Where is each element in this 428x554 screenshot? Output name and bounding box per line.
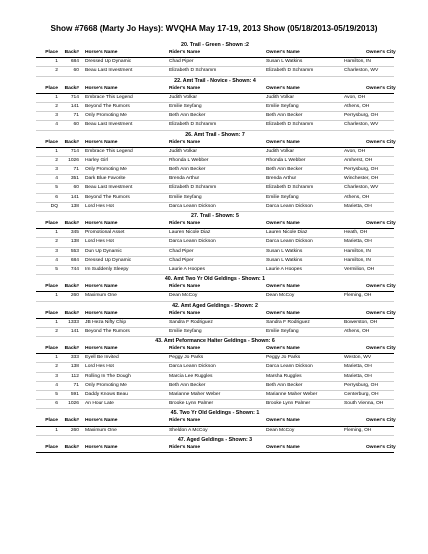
cell-owner: Susan L Watkins: [266, 248, 303, 254]
column-header-owner: Owner's Name: [266, 85, 300, 91]
cell-city: Avon, OH: [344, 94, 366, 100]
result-row: [36, 238, 394, 247]
column-header-back: Back#: [64, 284, 79, 290]
cell-owner: Emilie Seyfang: [266, 194, 299, 200]
result-row: [36, 391, 394, 400]
column-header-back: Back#: [64, 50, 79, 55]
result-row: [36, 94, 394, 103]
cell-rider: Elizabeth D Schramm: [169, 68, 217, 74]
cell-rider: Brooke Lynn Palmer: [169, 401, 214, 407]
cell-city: Marietta, OH: [344, 203, 372, 209]
cell-owner: Elizabeth D Schramm: [266, 68, 314, 74]
cell-rider: Rhonda L Webber: [169, 157, 209, 163]
cell-horse: Eyell Be Invited: [85, 355, 119, 361]
class-section: [36, 409, 394, 435]
cell-owner: Lauren Nicole Diaz: [266, 230, 308, 236]
cell-horse: Embrace This Legend: [85, 148, 133, 154]
column-header-place: Place: [45, 346, 58, 352]
cell-horse: Beyond The Rumors: [85, 194, 130, 200]
cell-back: 714: [70, 148, 79, 154]
cell-city: Bowerston, OH: [344, 319, 378, 325]
cell-back: 138: [70, 203, 79, 209]
cell-place: 3: [55, 167, 58, 173]
cell-horse: Only Promoting Me: [85, 113, 127, 119]
cell-rider: Elizabeth D Schramm: [169, 122, 217, 128]
cell-owner: Darca Leann Dickson: [266, 364, 313, 370]
class-section: [36, 275, 394, 301]
cell-owner: Darca Leann Dickson: [266, 203, 313, 209]
cell-horse: Beau Last Investment: [85, 122, 133, 128]
result-row: [36, 319, 394, 328]
cell-place: 2: [55, 68, 58, 74]
cell-rider: Judith Volkar: [169, 148, 198, 154]
result-row: [36, 67, 394, 76]
class-section: [36, 131, 394, 213]
cell-owner: Brooke Lynn Palmer: [266, 401, 311, 407]
cell-back: 744: [70, 266, 79, 272]
column-header-back: Back#: [64, 139, 79, 145]
cell-horse: Only Promoting Me: [85, 167, 127, 173]
class-title: 47. Aged Geldings - Shown: 3: [177, 436, 253, 443]
cell-owner: Emilie Seyfang: [266, 328, 299, 334]
class-section: [36, 436, 394, 453]
result-row: [36, 194, 394, 203]
cell-back: 141: [70, 194, 79, 200]
cell-place: 5: [55, 266, 58, 272]
class-section: [36, 77, 394, 131]
cell-horse: Harley Girl: [85, 157, 109, 163]
result-row: [36, 58, 394, 67]
cell-city: Hamilton, IN: [344, 248, 371, 254]
column-header-place: Place: [45, 139, 58, 145]
cell-city: Amherst, OH: [344, 157, 373, 163]
column-header-rider: Rider's Name: [169, 346, 201, 352]
cell-rider: Beth Ann Becker: [169, 382, 206, 388]
cell-horse: Im Suddenly Sleepy: [85, 266, 129, 272]
column-header-back: Back#: [64, 418, 79, 424]
cell-horse: JB Heza Nifty Chip: [85, 319, 127, 325]
cell-owner: Susan L Watkins: [266, 257, 303, 263]
result-row: [36, 292, 394, 301]
result-row: [36, 382, 394, 391]
cell-rider: Laurie A Hoopes: [169, 266, 205, 272]
cell-owner: Brenda Arthur: [266, 176, 297, 182]
cell-rider: Beth Ann Becker: [169, 167, 206, 173]
column-header-rider: Rider's Name: [169, 284, 201, 290]
cell-back: 333: [70, 355, 79, 361]
column-header-place: Place: [45, 444, 58, 450]
cell-back: 71: [73, 113, 79, 119]
cell-city: Athens, OH: [344, 103, 370, 109]
result-row: [36, 257, 394, 266]
class-title: 45. Two Yr Old Geldings - Shown: 1: [170, 410, 260, 417]
cell-rider: Lauren Nicole Diaz: [169, 230, 211, 236]
result-row: [36, 157, 394, 166]
column-header-back: Back#: [64, 221, 79, 226]
cell-owner: Marianne Maher Weber: [266, 392, 318, 397]
cell-rider: Chad Piper: [169, 257, 194, 263]
class-section: [36, 212, 394, 275]
class-title: 43. Amt Peformance Halter Geldings - Shown: 6: [155, 338, 275, 345]
cell-horse: Lord Hes Hot: [85, 364, 114, 370]
cell-horse: Maximum One: [85, 427, 117, 433]
cell-place: 5: [55, 185, 58, 191]
cell-city: Winchester, OH: [344, 176, 379, 182]
page-title: Show #7668 (Marty Jo Hays): WVQHA May 17-19, 2013 Show (05/18/2013-05/19/2013): [50, 24, 378, 33]
cell-horse: Beau Last Investment: [85, 185, 133, 191]
class-section: [36, 41, 394, 77]
column-header-horse: Horse's Name: [85, 418, 118, 424]
column-header-city: Owner's City: [366, 50, 396, 55]
cell-owner: Darca Leann Dickson: [266, 239, 313, 245]
cell-city: Marietta, OH: [344, 373, 372, 379]
cell-place: 5: [55, 392, 58, 397]
cell-city: Weston, WV: [344, 355, 372, 361]
result-row: [36, 400, 394, 409]
result-row: [36, 363, 394, 372]
result-row: [36, 427, 394, 436]
column-header-row: [36, 345, 394, 354]
result-row: [36, 266, 394, 275]
cell-owner: Sandra F Rodriguez: [266, 319, 310, 325]
cell-city: Heath, OH: [344, 230, 368, 236]
cell-rider: Peggy Jo Parks: [169, 355, 204, 361]
column-header-rider: Rider's Name: [169, 139, 201, 145]
column-header-row: [36, 417, 394, 426]
cell-back: 1026: [68, 157, 79, 163]
result-row: [36, 103, 394, 112]
column-header-row: [36, 283, 394, 292]
cell-owner: Beth Ann Becker: [266, 113, 303, 119]
cell-horse: Maximum One: [85, 293, 117, 299]
cell-back: 1026: [68, 401, 79, 407]
cell-back: 71: [73, 167, 79, 173]
column-header-horse: Horse's Name: [85, 284, 118, 290]
column-header-place: Place: [45, 50, 58, 55]
cell-rider: Darca Leann Dickson: [169, 203, 216, 209]
cell-horse: Dressed Up Dynamic: [85, 257, 132, 263]
column-header-rider: Rider's Name: [169, 444, 201, 450]
column-header-rider: Rider's Name: [169, 310, 201, 316]
cell-rider: Emilie Seyfang: [169, 328, 202, 334]
cell-place: 1: [55, 319, 58, 325]
result-row: [36, 354, 394, 363]
cell-place: 4: [55, 257, 58, 263]
column-header-city: Owner's City: [366, 444, 396, 450]
column-header-row: [36, 444, 394, 453]
cell-place: 6: [55, 194, 58, 200]
column-header-place: Place: [45, 310, 58, 316]
column-header-row: [36, 49, 394, 58]
cell-rider: Elizabeth D Schramm: [169, 185, 217, 191]
cell-back: 553: [70, 248, 79, 254]
cell-place: 2: [55, 157, 58, 163]
column-header-owner: Owner's Name: [266, 444, 300, 450]
column-header-city: Owner's City: [366, 418, 396, 424]
class-section: [36, 337, 394, 409]
cell-place: 1: [55, 293, 58, 299]
column-header-horse: Horse's Name: [85, 310, 118, 316]
cell-owner: Elizabeth D Schramm: [266, 122, 314, 128]
cell-rider: Judith Volkar: [169, 94, 198, 100]
result-row: [36, 248, 394, 257]
column-header-rider: Rider's Name: [169, 221, 201, 226]
result-row: [36, 229, 394, 238]
cell-city: Centerburg, OH: [344, 392, 379, 397]
cell-city: Hamilton, IN: [344, 257, 371, 263]
cell-owner: Judith Volkar: [266, 94, 295, 100]
class-section: [36, 302, 394, 338]
cell-place: 2: [55, 364, 58, 370]
column-header-horse: Horse's Name: [85, 221, 118, 226]
cell-owner: Judith Volkar: [266, 148, 295, 154]
column-header-row: [36, 220, 394, 229]
cell-horse: Beyond The Rumors: [85, 103, 130, 109]
cell-city: South Vienna, OH: [344, 401, 384, 407]
cell-back: 60: [73, 185, 79, 191]
cell-rider: Chad Piper: [169, 59, 194, 65]
column-header-city: Owner's City: [366, 284, 396, 290]
result-row: [36, 166, 394, 175]
class-title: 40. Amt Two Yr Old Geldings - Shown: 1: [164, 276, 266, 283]
cell-back: 260: [70, 293, 79, 299]
column-header-place: Place: [45, 221, 58, 226]
cell-owner: Marsha Ruggles: [266, 373, 302, 379]
cell-rider: Chad Piper: [169, 248, 194, 254]
cell-rider: Darca Leann Dickson: [169, 239, 216, 245]
cell-horse: Lord Hes Hot: [85, 239, 114, 245]
result-row: [36, 175, 394, 184]
cell-horse: Beyond The Rumors: [85, 328, 130, 334]
cell-place: 1: [55, 94, 58, 100]
column-header-owner: Owner's Name: [266, 221, 300, 226]
column-header-owner: Owner's Name: [266, 139, 300, 145]
cell-place: 4: [55, 176, 58, 182]
cell-city: Vermilion, OH: [344, 266, 375, 272]
column-header-rider: Rider's Name: [169, 85, 201, 91]
cell-city: Charleston, WV: [344, 122, 379, 128]
cell-city: Perrysburg, OH: [344, 382, 378, 388]
cell-city: Charleston, WV: [344, 185, 379, 191]
cell-place: 1: [55, 59, 58, 65]
column-header-owner: Owner's Name: [266, 50, 300, 55]
cell-rider: Brenda Arthur: [169, 176, 200, 182]
cell-owner: Laurie A Hoopes: [266, 266, 302, 272]
cell-rider: Marianne Maher Weber: [169, 392, 221, 397]
column-header-rider: Rider's Name: [169, 418, 201, 424]
cell-place: 6: [55, 401, 58, 407]
cell-rider: Darca Leann Dickson: [169, 364, 216, 370]
column-header-city: Owner's City: [366, 346, 396, 352]
cell-rider: Sandra F Rodriguez: [169, 319, 213, 325]
column-header-horse: Horse's Name: [85, 50, 118, 55]
cell-rider: Beth Ann Becker: [169, 113, 206, 119]
column-header-city: Owner's City: [366, 221, 396, 226]
cell-place: 1: [55, 230, 58, 236]
class-title: 26. Amt Trail - Shown: 7: [185, 131, 245, 138]
cell-horse: Dun Up Dynamic: [85, 248, 122, 254]
cell-horse: Dark Blue Favorite: [85, 176, 126, 182]
cell-rider: Emilie Seyfang: [169, 194, 202, 200]
column-header-back: Back#: [64, 85, 79, 91]
cell-horse: Dressed Up Dynamic: [85, 59, 132, 65]
column-header-row: [36, 310, 394, 319]
cell-back: 71: [73, 382, 79, 388]
result-row: [36, 112, 394, 121]
column-header-city: Owner's City: [366, 139, 396, 145]
cell-rider: Sheldon A McCoy: [169, 427, 208, 433]
column-header-horse: Horse's Name: [85, 346, 118, 352]
cell-owner: Peggy Jo Parks: [266, 355, 301, 361]
cell-city: Athens, OH: [344, 194, 370, 200]
cell-city: Marietta, OH: [344, 239, 372, 245]
column-header-horse: Horse's Name: [85, 444, 118, 450]
cell-rider: Dean McCoy: [169, 293, 198, 299]
cell-back: 141: [70, 328, 79, 334]
cell-place: 3: [55, 373, 58, 379]
cell-place: 1: [55, 355, 58, 361]
cell-place: 2: [55, 103, 58, 109]
column-header-owner: Owner's Name: [266, 346, 300, 352]
cell-city: Fleming, OH: [344, 293, 372, 299]
column-header-horse: Horse's Name: [85, 139, 118, 145]
column-header-horse: Horse's Name: [85, 85, 118, 91]
class-title: 42. Amt Aged Geldings - Shown: 2: [172, 302, 258, 309]
column-header-back: Back#: [64, 346, 79, 352]
cell-horse: Embrace This Legend: [85, 94, 133, 100]
column-header-place: Place: [45, 284, 58, 290]
cell-owner: Elizabeth D Schramm: [266, 185, 314, 191]
column-header-city: Owner's City: [366, 85, 396, 91]
cell-city: Hamilton, IN: [344, 59, 371, 65]
column-header-back: Back#: [64, 310, 79, 316]
cell-owner: Beth Ann Becker: [266, 167, 303, 173]
cell-horse: Beau Last Investment: [85, 68, 133, 74]
cell-owner: Rhonda L Webber: [266, 157, 306, 163]
cell-back: 138: [70, 239, 79, 245]
cell-back: 112: [71, 373, 79, 379]
cell-city: Fleming, OH: [344, 427, 372, 433]
result-row: [36, 148, 394, 157]
cell-back: 138: [70, 364, 79, 370]
class-title: 20. Trail - Green - Shown :2: [181, 42, 249, 48]
column-header-back: Back#: [64, 444, 79, 450]
column-header-owner: Owner's Name: [266, 310, 300, 316]
class-title: 27. Trail - Shown: 5: [191, 213, 239, 219]
cell-city: Charleston, WV: [344, 68, 379, 74]
column-header-owner: Owner's Name: [266, 284, 300, 290]
cell-owner: Beth Ann Becker: [266, 382, 303, 388]
column-header-owner: Owner's Name: [266, 418, 300, 424]
cell-place: 3: [55, 113, 58, 119]
cell-back: 591: [70, 392, 79, 397]
cell-back: 260: [70, 427, 79, 433]
cell-back: 345: [70, 230, 79, 236]
cell-back: 684: [70, 59, 79, 65]
cell-owner: Dean McCoy: [266, 293, 295, 299]
cell-place: 4: [55, 382, 58, 388]
cell-rider: Emilie Seyfang: [169, 103, 202, 109]
cell-place: 1: [55, 148, 58, 154]
cell-rider: Marcia Lee Ruggles: [169, 373, 213, 379]
result-row: [36, 373, 394, 382]
column-header-place: Place: [45, 418, 58, 424]
result-row: [36, 328, 394, 337]
cell-place: 3: [55, 248, 58, 254]
cell-place: 2: [55, 328, 58, 334]
cell-back: 714: [70, 94, 79, 100]
cell-back: 141: [70, 103, 79, 109]
cell-horse: Only Promoting Me: [85, 382, 127, 388]
cell-city: Athens, OH: [344, 328, 370, 334]
cell-horse: Daddy Knows Beau: [85, 392, 128, 397]
cell-owner: Dean McCoy: [266, 427, 295, 433]
results-content: [36, 41, 394, 453]
cell-back: 351: [70, 176, 79, 182]
cell-place: 2: [55, 239, 58, 245]
cell-city: Perrysburg, OH: [344, 113, 378, 119]
column-header-row: [36, 85, 394, 94]
cell-back: 60: [73, 68, 79, 74]
cell-city: Marietta, OH: [344, 364, 372, 370]
column-header-city: Owner's City: [366, 310, 396, 316]
cell-owner: Susan L Watkins: [266, 59, 303, 65]
cell-back: 684: [70, 257, 79, 263]
cell-horse: Promotional Asset: [85, 230, 125, 236]
cell-horse: An Hour Late: [85, 401, 114, 407]
column-header-place: Place: [45, 85, 58, 91]
result-row: [36, 203, 394, 212]
cell-place: DQ: [50, 203, 58, 209]
cell-city: Avon, OH: [344, 148, 366, 154]
cell-back: 60: [73, 122, 79, 128]
cell-place: 4: [55, 122, 58, 128]
cell-city: Perrysburg, OH: [344, 167, 378, 173]
cell-back: 1333: [68, 319, 79, 325]
result-row: [36, 121, 394, 130]
column-header-rider: Rider's Name: [169, 50, 201, 55]
cell-owner: Emilie Seyfang: [266, 103, 299, 109]
cell-horse: Lord Hes Hot: [85, 203, 114, 209]
class-title: 22. Amt Trail - Novice - Shown: 4: [174, 77, 256, 84]
cell-horse: Rolling In The Dough: [85, 373, 131, 379]
column-header-row: [36, 139, 394, 148]
result-row: [36, 184, 394, 193]
cell-place: 1: [55, 427, 58, 433]
